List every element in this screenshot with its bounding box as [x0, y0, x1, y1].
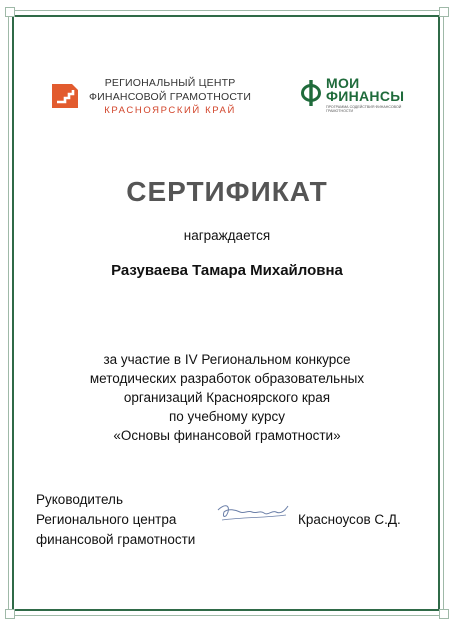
- frame-corner: [5, 7, 15, 17]
- reason-line: «Основы финансовой грамотности»: [113, 428, 341, 443]
- regional-center-logo: [50, 76, 251, 118]
- recipient-name: Разуваева Тамара Михайловна: [111, 262, 343, 279]
- phi-letter-icon: [300, 79, 322, 112]
- signer-position-line: Регионального центра: [36, 512, 177, 527]
- frame-corner: [439, 7, 449, 17]
- logo-line-2: ФИНАНСОВОЙ ГРАМОТНОСТИ: [89, 91, 252, 103]
- logo-line-1: РЕГИОНАЛЬНЫЙ ЦЕНТР: [104, 77, 236, 89]
- moi-finansy-logo: [300, 77, 418, 113]
- handwritten-signature: [214, 500, 292, 531]
- certificate-title: СЕРТИФИКАТ: [126, 176, 328, 207]
- brand-line-1: МОИ: [326, 75, 360, 91]
- logo-line-3: КРАСНОЯРСКИЙ КРАЙ: [104, 105, 236, 116]
- brand-fine-print: ПРОГРАММА СОДЕЙСТВИЯ ФИНАНСОВОЙ ГРАМОТНОСТИ: [326, 105, 402, 113]
- frame-corner: [5, 609, 15, 619]
- signer-position: [36, 490, 195, 550]
- signer-position-line: Руководитель: [36, 492, 123, 507]
- reason-line: за участие в IV Региональном конкурсе: [103, 352, 351, 367]
- brand-line-2: ФИНАНСЫ: [326, 88, 405, 104]
- frame-corner: [439, 609, 449, 619]
- signer-name: Красноусов С.Д.: [298, 512, 401, 527]
- signer-position-line: финансовой грамотности: [36, 532, 196, 547]
- awarded-text: награждается: [183, 228, 271, 243]
- reason-line: по учебному курсу: [168, 409, 285, 424]
- reason-line: организаций Красноярского края: [123, 390, 331, 405]
- award-reason: [70, 350, 384, 445]
- regional-center-emblem-icon: [50, 80, 80, 115]
- reason-line: методических разработок образовательных: [89, 371, 365, 386]
